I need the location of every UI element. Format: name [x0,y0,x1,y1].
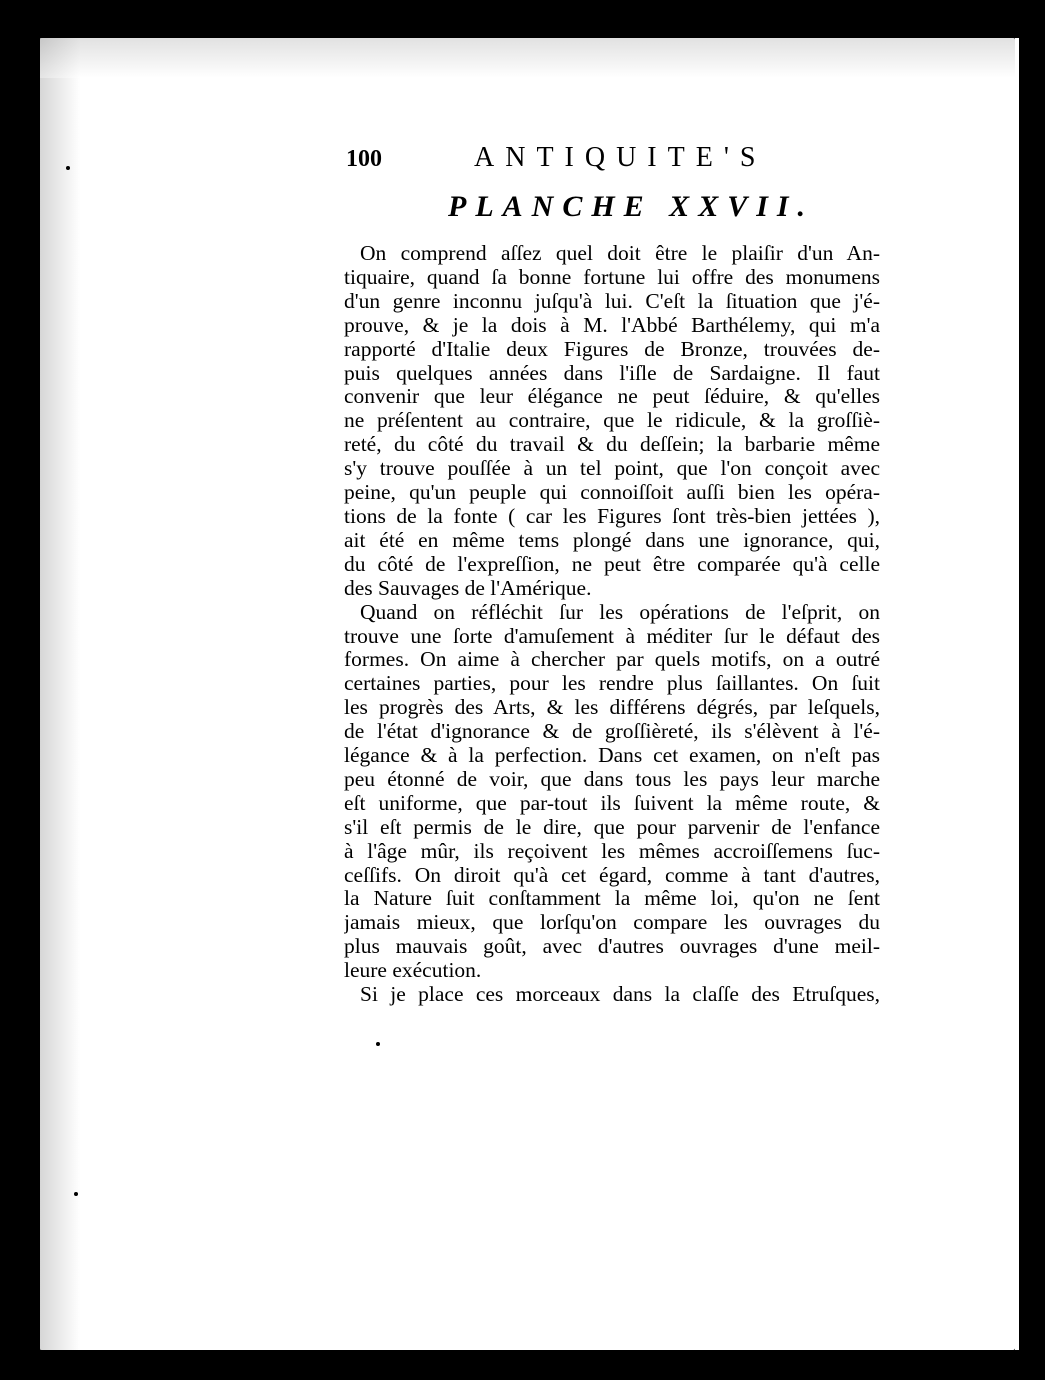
ink-speck [376,1042,380,1046]
text-line: tions de la fonte ( car les Figures ſont très-bien jettées ), [344,504,880,528]
text-line: des Sauvages de l'Amérique. [344,576,592,600]
page-edge-right [1015,38,1019,1350]
text-line: On comprend aſſez quel doit être le plaiſir d'un An- [360,242,880,265]
running-title: ANTIQUITE'S [474,142,767,173]
text-line: ne préſentent au contraire, que le ridicule, & la groſſiè- [344,409,880,433]
running-head [338,138,878,178]
text-line: s'y trouve pouſſée à un tel point, que l'on conçoit avec [344,457,880,481]
text-line: d'un genre inconnu juſqu'à lui. C'eſt la ſituation que j'é- [344,289,880,313]
text-line: plus mauvais goût, avec d'autres ouvrages d'une meil- [344,935,880,959]
text-line: de l'état d'ignorance & de groſſièreté, ils s'élèvent à l'é- [344,720,880,744]
text-line: ceſſifs. On diroit qu'à cet égard, comme à tant d'autres, [344,863,880,887]
text-line: trouve une ſorte d'amuſement à méditer ſur le défaut des [344,624,880,648]
text-line: convenir que leur élégance ne peut ſéduire, & qu'elles [344,385,880,409]
text-line: Quand on réfléchit ſur les opérations de l'eſprit, on [360,600,880,624]
page-number: 100 [346,146,382,172]
text-line: reté, du côté du travail & du deſſein; la barbarie même [344,433,880,457]
text-line: peine, qu'un peuple qui connoiſſoit auſſi bien les opéra- [344,481,880,505]
text-line: puis quelques années dans l'iſle de Sardaigne. Il faut [344,361,880,385]
text-line: du côté de l'expreſſion, ne peut être comparée qu'à celle [344,552,880,576]
ink-speck [74,1192,78,1196]
text-line: tiquaire, quand ſa bonne fortune lui offre des monumens [344,265,880,289]
text-line: certaines parties, pour les rendre plus ſaillantes. On ſuit [344,672,880,696]
text-line: légance & à la perfection. Dans cet examen, on n'eſt pas [344,744,880,768]
text-line: eſt uniforme, que par-tout ils ſuivent la même route, & [344,791,880,815]
text-line: à l'âge mûr, ils reçoivent les mêmes accroiſſemens ſuc- [344,839,880,863]
text-line: peu étonné de voir, que dans tous les pays leur marche [344,767,880,791]
text-line: rapporté d'Italie deux Figures de Bronze, trouvées de- [344,337,880,361]
text-line: prouve, & je la dois à M. l'Abbé Barthélemy, qui m'a [344,313,880,337]
text-line: leure exécution. [344,959,482,983]
text-line: jamais mieux, que lorſqu'on compare les ouvrages du [344,911,880,935]
page-edge-shadow-left [40,38,80,1350]
page-edge-shadow-top [40,38,1015,78]
ink-speck [66,166,70,170]
text-line: ait été en même tems plongé dans une ignorance, qui, [344,528,880,552]
text-line: les progrès des Arts, & les différens dégrés, par leſquels, [344,696,880,720]
body-text [344,242,880,1007]
text-line: s'il eſt permis de le dire, que pour parvenir de l'enfance [344,815,880,839]
text-line: Si je place ces morceaux dans la claſſe des Etruſques, [360,983,880,1007]
plate-title: PLANCHE XXVII. [448,190,815,223]
text-line: la Nature ſuit conſtamment la même loi, qu'on ne ſent [344,887,880,911]
text-line: formes. On aime à chercher par quels motifs, on a outré [344,648,880,672]
